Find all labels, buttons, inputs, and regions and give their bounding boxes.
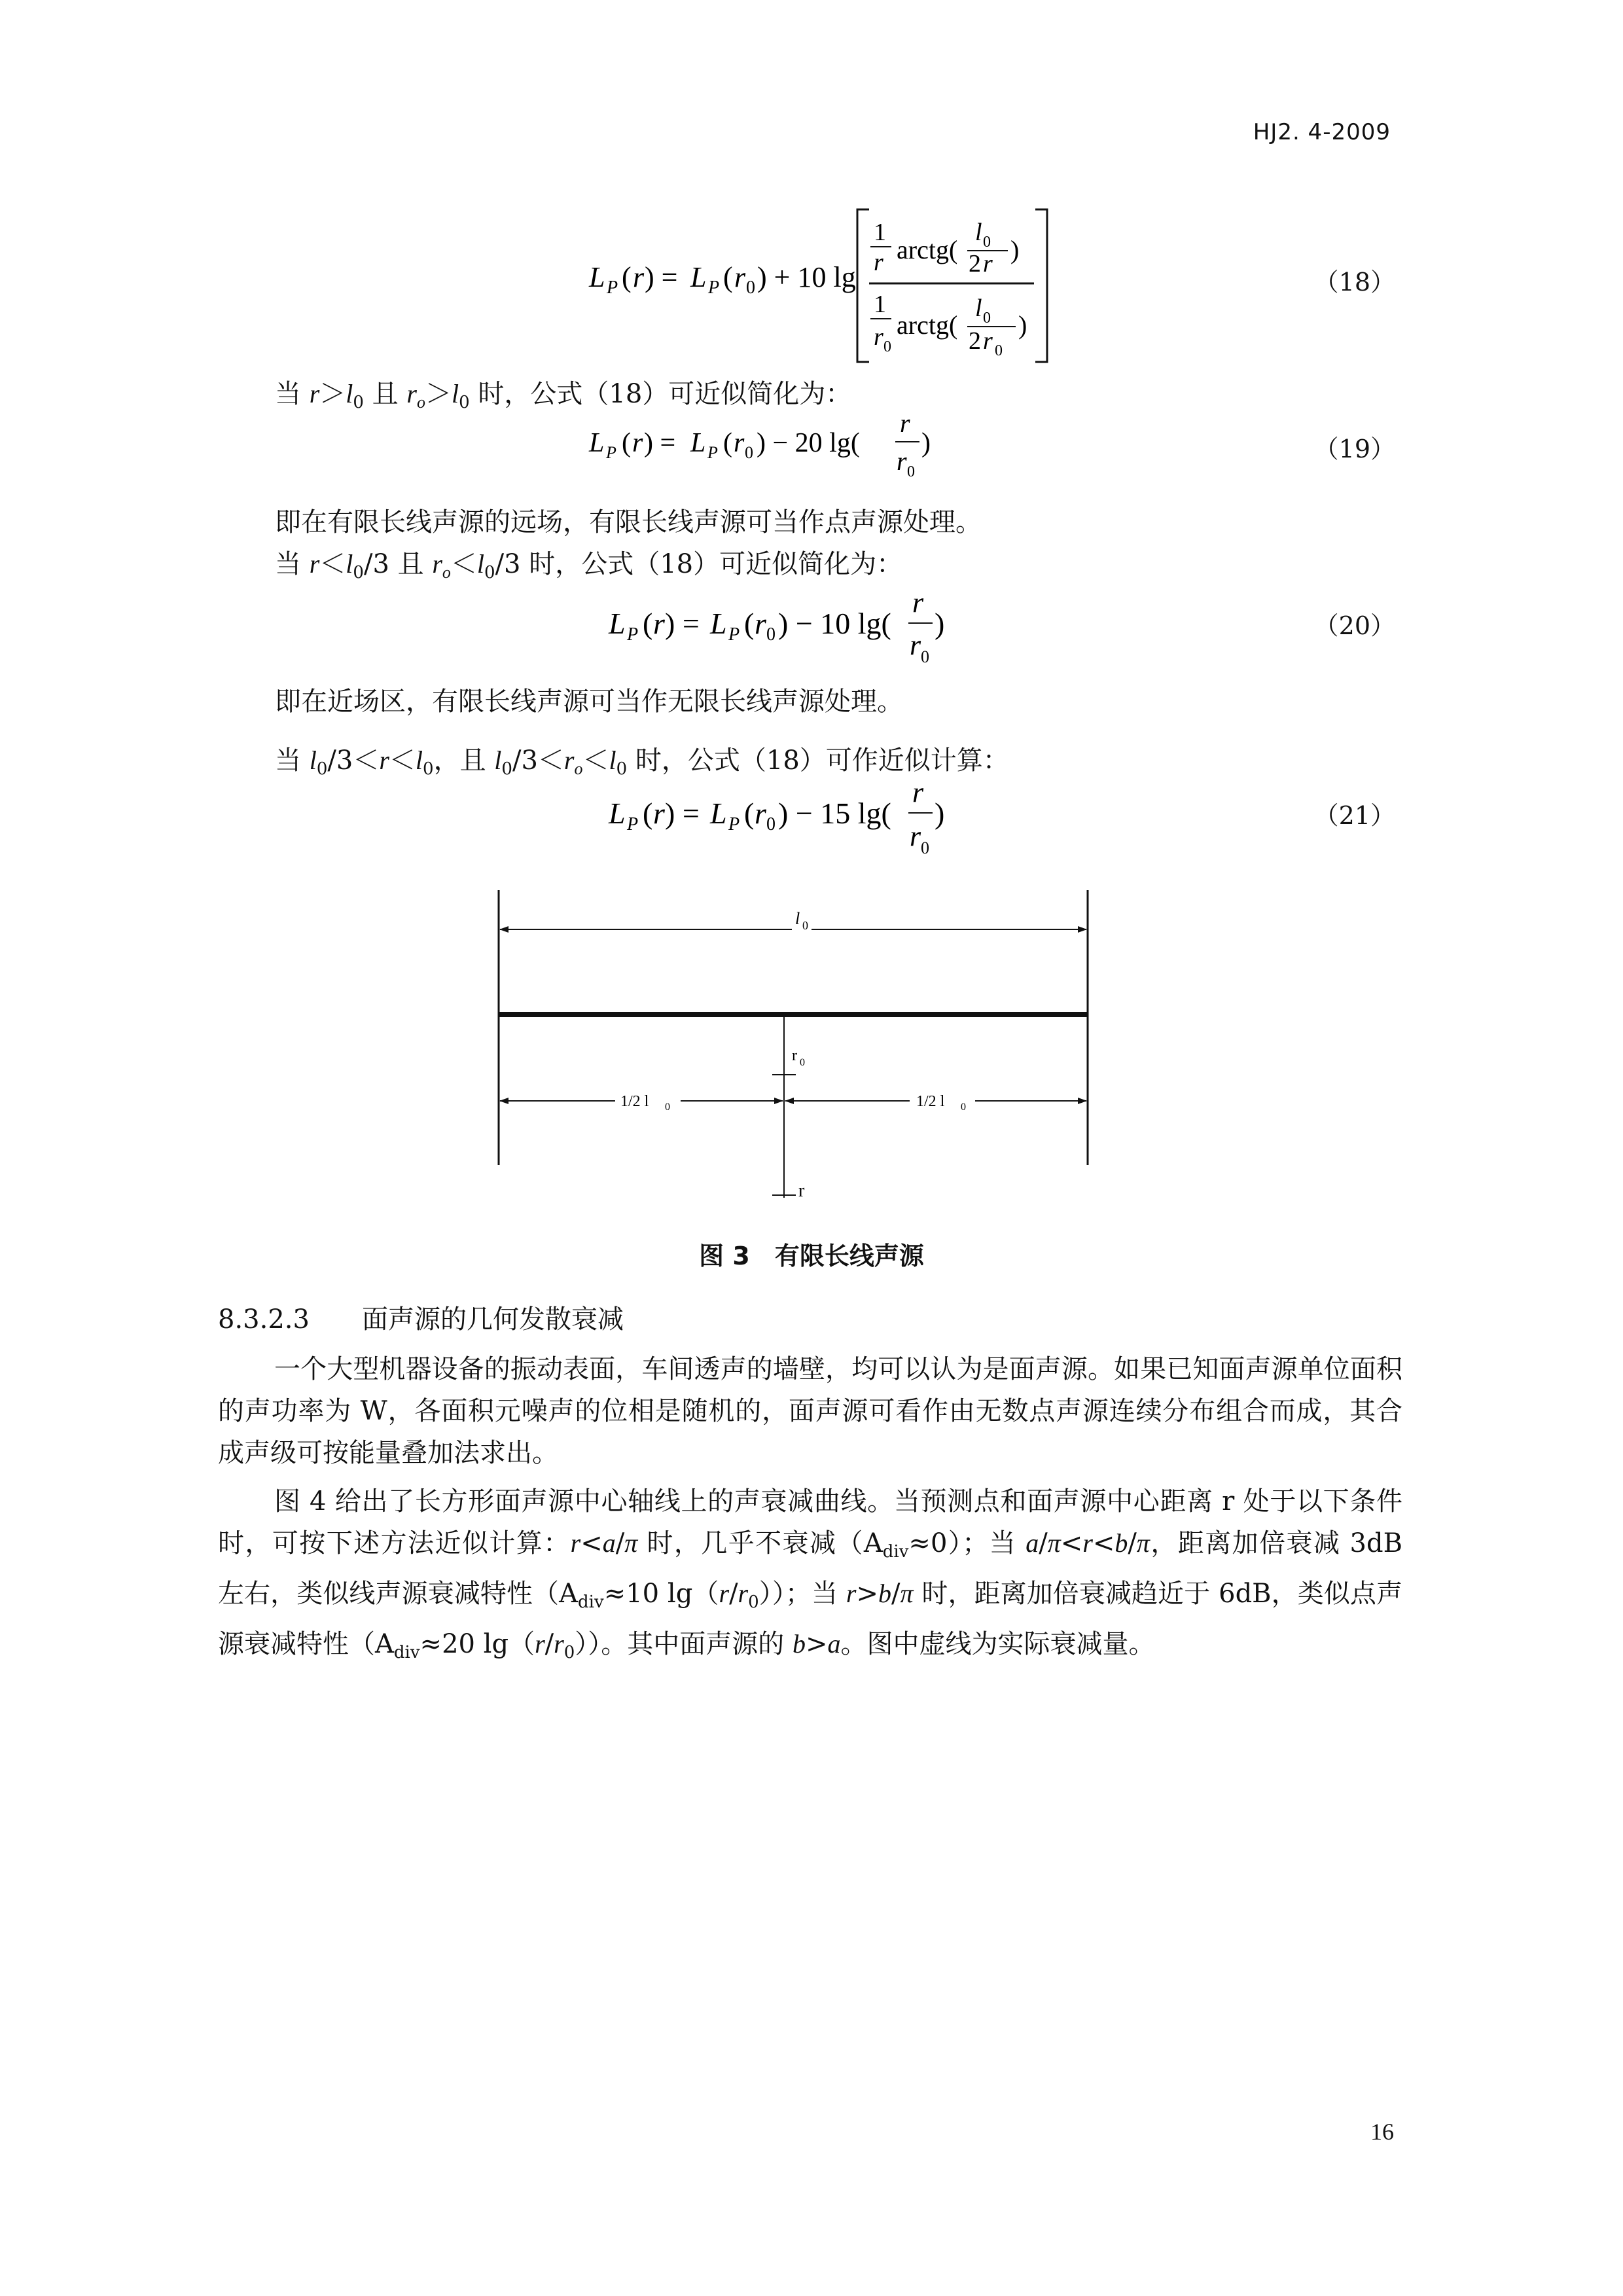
svg-text:L: L <box>690 261 707 293</box>
label-half-right: 1/2 l <box>916 1093 945 1110</box>
svg-text:0: 0 <box>983 310 991 327</box>
svg-text:r: r <box>755 607 766 640</box>
svg-text:l: l <box>975 295 982 322</box>
svg-text:P: P <box>728 814 740 834</box>
far-field-statement: 即在有限长线声源的远场，有限长线声源可当作点声源处理。 <box>275 507 982 537</box>
equation-20-formula <box>596 589 1021 674</box>
svg-text:arctg(: arctg( <box>897 235 958 264</box>
section-heading <box>218 1299 624 1336</box>
near-field-statement: 即在近场区，有限长线声源可当作无限长线声源处理。 <box>275 687 903 717</box>
svg-text:) − 10 lg(: ) − 10 lg( <box>778 607 891 640</box>
svg-text:0: 0 <box>961 1102 966 1113</box>
svg-text:): ) <box>1018 310 1027 340</box>
svg-text:(: ( <box>622 261 632 293</box>
label-half-left: 1/2 l <box>620 1093 649 1110</box>
svg-text:0: 0 <box>746 278 755 298</box>
equation-19 <box>576 412 1034 497</box>
svg-text:): ) <box>935 607 945 640</box>
svg-text:0: 0 <box>766 624 776 645</box>
svg-text:r: r <box>632 428 643 458</box>
svg-text:) + 10 lg: ) + 10 lg <box>757 261 856 293</box>
svg-text:(: ( <box>643 797 653 830</box>
equation-number-19: （19） <box>1313 435 1395 463</box>
equation-20 <box>596 589 1021 674</box>
svg-text:L: L <box>589 261 605 293</box>
svg-text:L: L <box>710 797 727 830</box>
svg-text:L: L <box>609 797 626 830</box>
label-r0: r <box>792 1047 797 1064</box>
svg-text:r: r <box>653 607 665 640</box>
svg-text:): ) <box>921 428 931 458</box>
svg-text:r: r <box>910 820 921 852</box>
svg-text:P: P <box>606 443 616 462</box>
svg-text:r: r <box>633 261 645 293</box>
equation-number-21: （21） <box>1313 801 1395 830</box>
svg-text:P: P <box>728 624 740 645</box>
equation-18-formula <box>576 200 1073 370</box>
svg-text:(: ( <box>622 428 631 458</box>
svg-text:r: r <box>874 323 883 351</box>
standard-code: HJ2. 4-2009 <box>1253 119 1391 145</box>
condition-2: 当 $r<l_0/3$ 且 $r_o<l_0/3$ 时，公式（18）可近似简化为： <box>275 549 903 583</box>
svg-text:2: 2 <box>969 250 981 278</box>
label-r: r <box>798 1181 805 1201</box>
svg-text:r: r <box>983 327 993 355</box>
figure-3-diagram <box>484 884 1126 1224</box>
svg-text:) − 15 lg(: ) − 15 lg( <box>778 797 891 830</box>
svg-text:arctg(: arctg( <box>897 310 958 340</box>
svg-text:) =: ) = <box>645 261 678 293</box>
svg-text:r: r <box>910 629 921 661</box>
equation-21 <box>596 779 1021 870</box>
svg-text:0: 0 <box>665 1102 670 1113</box>
svg-text:0: 0 <box>766 814 776 834</box>
svg-text:r: r <box>912 779 924 808</box>
condition-3: 当 $l_0/3<r<l_0$，且 $l_0/3<r_o<l_0$ 时，公式（18）可作近似计算： <box>275 745 1009 779</box>
svg-text:P: P <box>607 278 618 298</box>
svg-text:(: ( <box>744 607 755 640</box>
label-l0: l <box>795 909 800 928</box>
paragraph-1: 一个大型机器设备的振动表面，车间透声的墙壁，均可以认为是面声源。如果已知面声源单位面积的声功率为 W，各面积元噪声的位相是随机的，面声源可看作由无数点声源连续分布组合而成，其合成声级可按能量叠加法求出。 <box>218 1354 1402 1468</box>
svg-text:) − 20 lg(: ) − 20 lg( <box>757 428 860 458</box>
figure-caption: 图 3 有限长线声源 <box>699 1242 924 1270</box>
svg-text:2: 2 <box>969 327 981 355</box>
equation-21-formula <box>596 779 1021 870</box>
svg-text:0: 0 <box>983 234 991 251</box>
svg-text:r: r <box>734 261 746 293</box>
equation-19-formula <box>576 412 1034 497</box>
svg-text:r: r <box>874 249 883 276</box>
page-number: 16 <box>1370 2119 1394 2145</box>
svg-text:0: 0 <box>995 342 1003 359</box>
section-number: 8.3.2.3 <box>218 1304 310 1335</box>
equation-number-20: （20） <box>1313 611 1395 640</box>
svg-text:r: r <box>897 446 907 476</box>
svg-text:r: r <box>900 412 910 438</box>
svg-text:P: P <box>627 624 639 645</box>
svg-text:): ) <box>1010 235 1020 264</box>
svg-text:(: ( <box>723 428 732 458</box>
svg-text:0: 0 <box>802 919 808 932</box>
svg-text:) =: ) = <box>665 607 700 640</box>
svg-text:): ) <box>935 797 945 830</box>
svg-text:P: P <box>627 814 639 834</box>
svg-text:0: 0 <box>907 463 915 480</box>
svg-text:1: 1 <box>874 291 886 318</box>
svg-text:P: P <box>707 443 718 462</box>
svg-text:0: 0 <box>745 443 753 462</box>
paragraph-2: 图 4 给出了长方形面声源中心轴线上的声衰减曲线。当预测点和面声源中心距离 r 处于以下条件时，可按下述方法近似计算：r<a/π 时，几乎不衰减$(A_{div}\approx 0)$；当 a/π<r<b/π，距离加倍衰减 3dB 左右，类似线声源衰减特性（$A_{div}\approx 10$ $\lg(r/r_0)$）；当 r>b/π 时，距离加倍衰减趋近于 6dB，类似点声源衰减特性（$A_{div}\approx 20$ $\lg(r/r_0)$）。其中面声源的 b>a。图中虚线为实际衰减量。 <box>218 1486 1403 1662</box>
svg-text:l: l <box>975 219 982 246</box>
svg-text:0: 0 <box>921 838 929 857</box>
svg-text:(: ( <box>723 261 733 293</box>
svg-text:(: ( <box>643 607 653 640</box>
svg-text:) =: ) = <box>665 797 700 830</box>
equation-number-18: （18） <box>1313 268 1395 296</box>
svg-text:0: 0 <box>921 647 929 666</box>
figure-3 <box>484 884 1126 1224</box>
svg-text:r: r <box>912 589 924 619</box>
svg-text:0: 0 <box>883 338 891 355</box>
svg-text:r: r <box>734 428 745 458</box>
svg-text:r: r <box>755 797 766 830</box>
section-title: 面声源的几何发散衰减 <box>361 1304 624 1335</box>
svg-text:) =: ) = <box>644 428 676 458</box>
svg-text:L: L <box>589 428 605 458</box>
svg-text:1: 1 <box>874 219 886 246</box>
svg-text:r: r <box>983 250 993 278</box>
svg-text:L: L <box>690 428 706 458</box>
svg-text:r: r <box>653 797 665 830</box>
svg-text:P: P <box>708 278 720 298</box>
condition-1: 当 $r>l_0$ 且 $r_o>l_0$ 时，公式（18）可近似简化为： <box>275 379 852 412</box>
equation-18 <box>576 200 1073 370</box>
svg-text:L: L <box>609 607 626 640</box>
svg-text:L: L <box>710 607 727 640</box>
svg-text:0: 0 <box>800 1057 805 1068</box>
svg-text:(: ( <box>744 797 755 830</box>
